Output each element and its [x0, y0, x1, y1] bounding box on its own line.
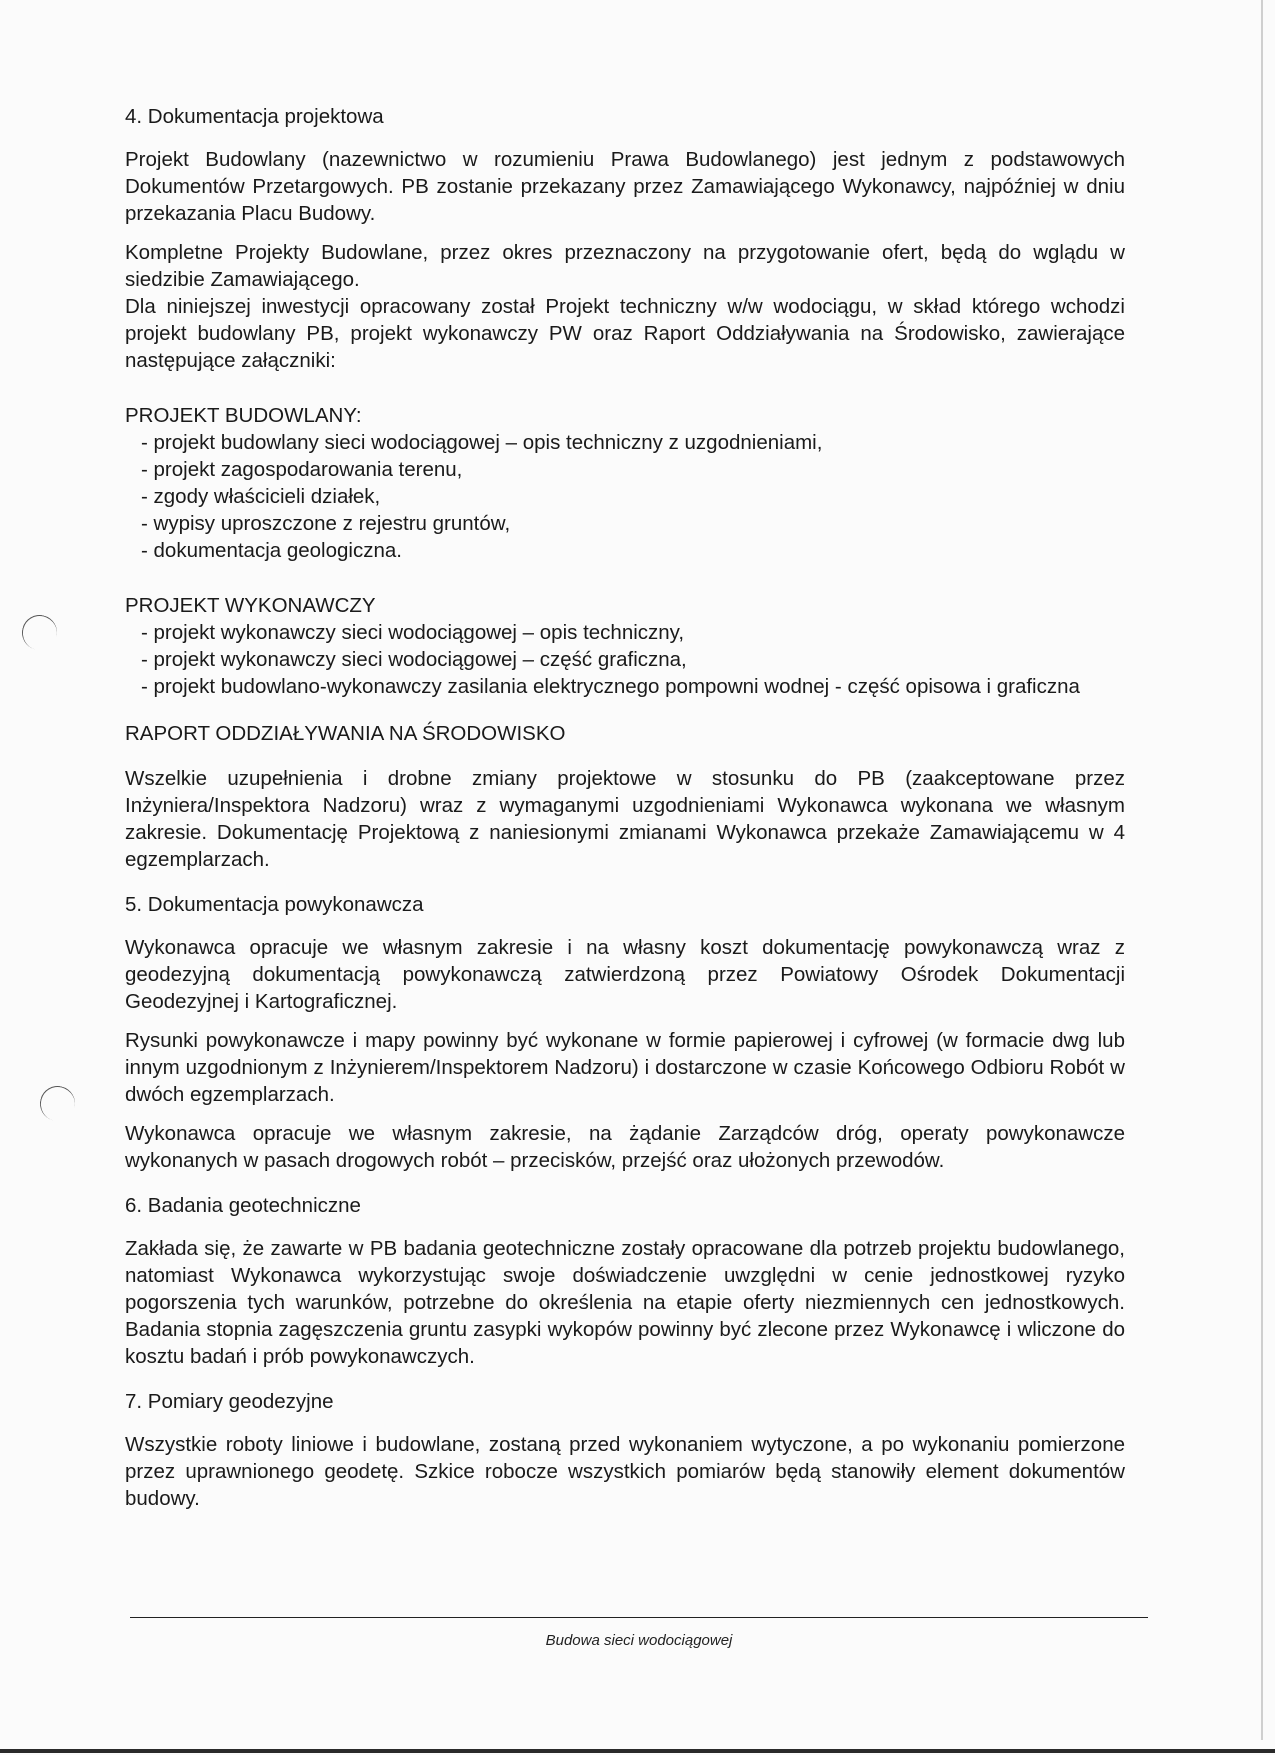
list-item: - dokumentacja geologiczna.	[141, 539, 402, 562]
list-item: - projekt budowlano-wykonawczy zasilania elektrycznego pompowni wodnej - część opisowa i graficzna	[141, 675, 1080, 698]
paragraph: Dla niniejszej inwestycji opracowany został Projekt techniczny w/w wodociągu, w skład którego wchodzi projekt budowlany PB, projekt wykonawczy PW oraz Raport Oddziaływania na Środowisko, zawierające następujące załączniki:	[125, 295, 1125, 372]
punch-hole-mark	[36, 1082, 79, 1125]
footer-title: Budowa sieci wodociągowej	[545, 1632, 733, 1649]
subsection-title-raport: RAPORT ODDZIAŁYWANIA NA ŚRODOWISKO	[125, 722, 566, 745]
paragraph: Kompletne Projekty Budowlane, przez okres przeznaczony na przygotowanie ofert, będą do wglądu w siedzibie Zamawiającego.	[125, 241, 1125, 291]
paragraph: Rysunki powykonawcze i mapy powinny być wykonane w formie papierowej i cyfrowej (w formacie dwg lub innym uzgodnionym z Inżynierem/Inspektorem Nadzoru) i dostarczone w czasie Końcowego Odbioru Robót w dwóch egzemplarzach.	[125, 1029, 1125, 1106]
list-item: - projekt zagospodarowania terenu,	[141, 458, 463, 481]
list-item: - zgody właścicieli działek,	[141, 485, 381, 508]
list-item: - wypisy uproszczone z rejestru gruntów,	[141, 512, 511, 535]
paragraph: Wykonawca opracuje we własnym zakresie i na własny koszt dokumentację powykonawczą wraz z geodezyjną dokumentacją powykonawczą zatwierdzoną przez Powiatowy Ośrodek Dokumentacji Geodezyjnej i Kartograficznej.	[125, 936, 1125, 1013]
paragraph: Wszelkie uzupełnienia i drobne zmiany projektowe w stosunku do PB (zaakceptowane przez Inżyniera/Inspektora Nadzoru) wraz z wymaganymi uzgodnieniami Wykonawca wykonana we własnym zakresie. Dokumentację Projektową z naniesionymi zmianami Wykonawca przekaże Zamawiającemu w 4 egzemplarzach.	[125, 767, 1125, 871]
section-6	[125, 1192, 1125, 1370]
list-item: - projekt wykonawczy sieci wodociągowej – opis techniczny,	[141, 621, 685, 644]
subsection-title-projekt-wykonawczy: PROJEKT WYKONAWCZY	[125, 594, 376, 617]
paragraph: Projekt Budowlany (nazewnictwo w rozumieniu Prawa Budowlanego) jest jednym z podstawowych Dokumentów Przetargowych. PB zostanie przekazany przez Zamawiającego Wykonawcy, najpóźniej w dniu przekazania Placu Budowy.	[125, 148, 1125, 225]
scan-bottom-edge	[0, 1749, 1275, 1753]
document-page	[125, 103, 1125, 1524]
paragraph: Wszystkie roboty liniowe i budowlane, zostaną przed wykonaniem wytyczone, a po wykonaniu pomierzone przez uprawnionego geodetę. Szkice robocze wszystkich pomiarów będą stanowiły element dokumentów budowy.	[125, 1433, 1125, 1510]
footer-divider	[130, 1617, 1148, 1618]
list-item: - projekt budowlany sieci wodociągowej – opis techniczny z uzgodnieniami,	[141, 431, 823, 454]
section-heading: 6. Badania geotechniczne	[125, 1194, 361, 1217]
section-heading: 4. Dokumentacja projektowa	[125, 105, 384, 128]
section-5	[125, 891, 1125, 1174]
paragraph: Wykonawca opracuje we własnym zakresie, na żądanie Zarządców dróg, operaty powykonawcze wykonanych w pasach drogowych robót – przecisków, przejść oraz ułożonych przewodów.	[125, 1122, 1125, 1172]
paragraph: Zakłada się, że zawarte w PB badania geotechniczne zostały opracowane dla potrzeb projektu budowlanego, natomiast Wykonawca wykorzystując swoje doświadczenie uwzględni w cenie jednostkowej ryzyko pogorszenia tych warunków, potrzebne do określenia na etapie oferty niezmiennych cen jednostkowych. Badania stopnia zagęszczenia gruntu zasypki wykopów powinny być zlecone przez Wykonawcę i wliczone do kosztu badań i prób powykonawczych.	[125, 1237, 1125, 1368]
section-7	[125, 1388, 1125, 1512]
punch-hole-mark	[18, 611, 61, 654]
section-4	[125, 103, 1125, 873]
subsection-title-projekt-budowlany: PROJEKT BUDOWLANY:	[125, 404, 362, 427]
list-item: - projekt wykonawczy sieci wodociągowej – część graficzna,	[141, 648, 687, 671]
section-heading: 7. Pomiary geodezyjne	[125, 1390, 334, 1413]
section-heading: 5. Dokumentacja powykonawcza	[125, 893, 424, 916]
page-edge-shadow	[1261, 0, 1263, 1740]
attachment-list-pw	[141, 619, 1125, 700]
attachment-list-pb	[141, 429, 1125, 564]
